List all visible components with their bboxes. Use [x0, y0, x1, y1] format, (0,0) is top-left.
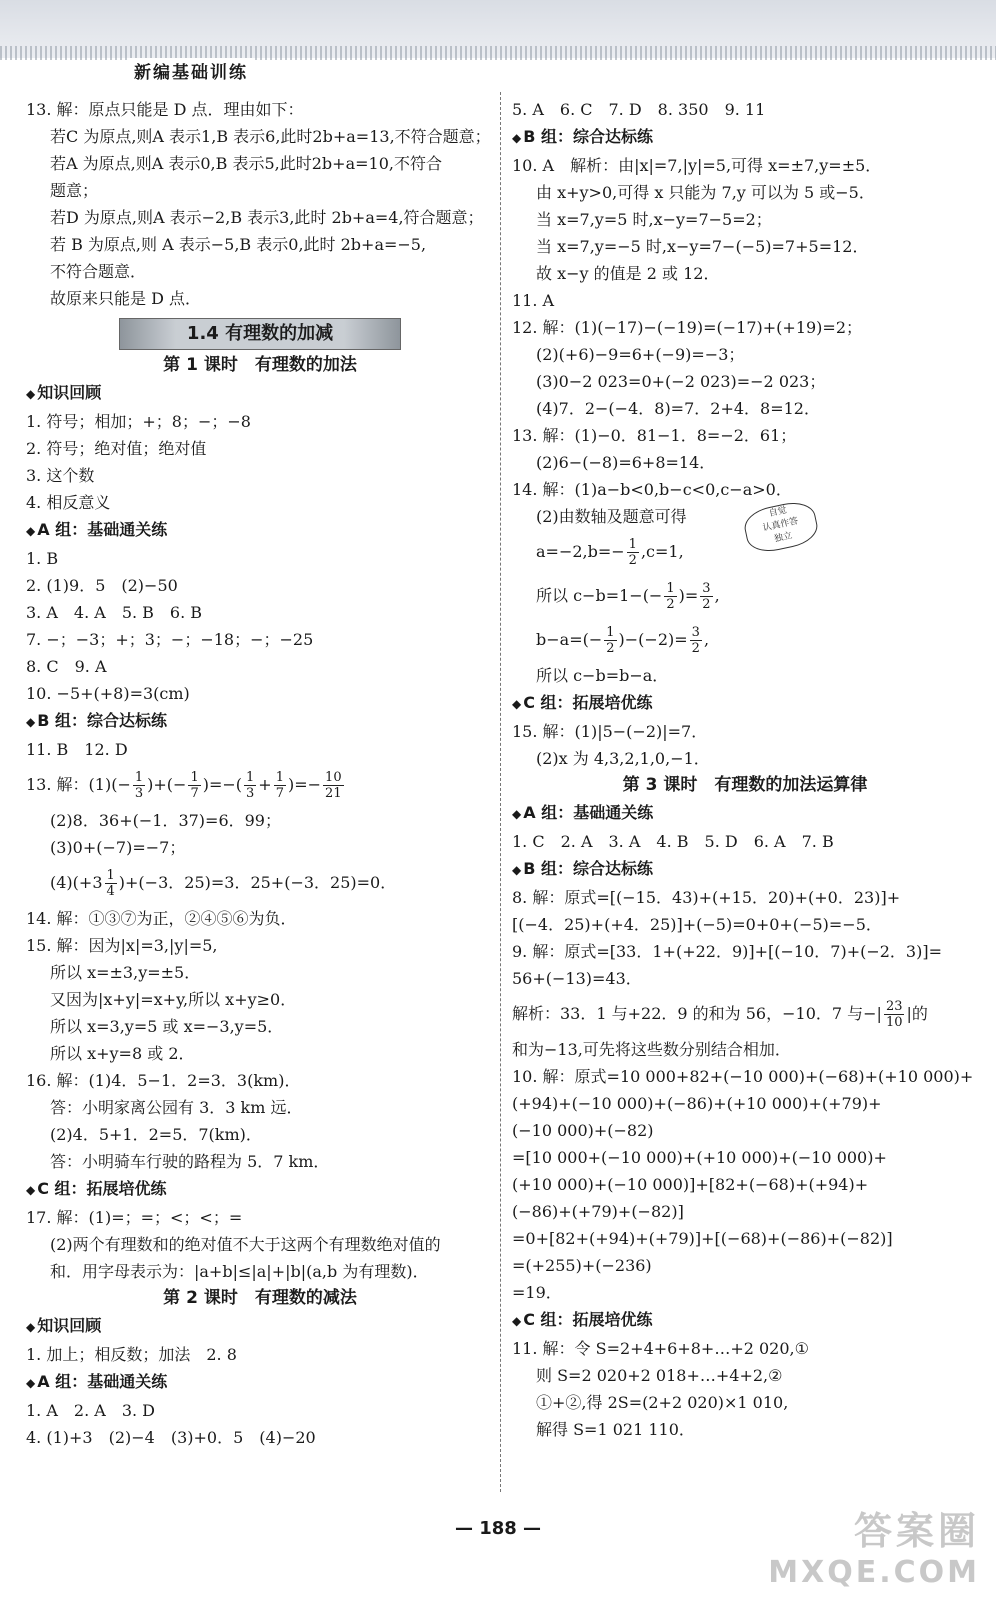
section-heading: ◆ C 组：拓展培优练 — [512, 1306, 978, 1335]
page-number: — 188 — — [454, 1518, 542, 1539]
ink-stamp: 自觉 认真作答 独立 — [741, 498, 821, 556]
q13-block: 13. 解：原点只能是 D 点．理由如下： 若C 为原点,则A 表示1,B 表示6,此时2b+a=13,不符合题意； 若A 为原点,则A 表示0,B 表示5,此时2b+a=10,不符合 题意； 若D 为原点,则A 表示−2,B 表示3,此时 2b+a=4,符合题意； 若 B 为原点,则 A 表示−5,B 表示0,此时 2b+a=−5, 不符合题意． 故原来只能是 D 点． — [26, 100, 491, 308]
section-heading: ◆ C 组：拓展培优练 — [512, 689, 978, 718]
section-heading: ◆ C 组：拓展培优练 — [26, 1175, 494, 1204]
section-heading: ◆ 知识回顾 — [26, 379, 494, 408]
q14-line1: a=−2,b=− $\frac{1}{2}$ ,c=1, — [536, 537, 684, 568]
lesson-title: 第 3 课时 有理数的加法运算律 — [622, 775, 868, 795]
section-heading: ◆ B 组：综合达标练 — [26, 707, 494, 736]
section-heading: ◆ B 组：综合达标练 — [512, 855, 978, 884]
left-column: 13. 解：原点只能是 D 点．理由如下： 若C 为原点,则A 表示1,B 表示6,此时2b+a=13,不符合题意； 若A 为原点,则A 表示0,B 表示5,此时2b+a=10,不符合 题意； 若D 为原点,则A 表示−2,B 表示3,此时 2b+a=4,符合题意； 若 B 为原点,则 A 表示−5,B 表示0,此时 2b+a=−5, 不符合题意． 故原来只能是 D 点． 1.4 有理数的加减 第 1 课时 有理数的加法 ◆ 知识回顾 1. 符号；相加；+；8；−；−8 2. 符号；绝对值；绝对值 3. 这个数 4. 相反意义 ◆ A 组：基础通关练 1. B 2. (1)9．5 (2)−50 3. A 4. A 5. B 6. B 7. −；−3；+；3；−；−18；−；−25 8. C 9. A 10. −5+(+8)=3(cm) ◆ B 组：综合达标练 11. B 12. D 13. 解：(1)(− $\frac{1}{3}$ )+(− $\frac{1}{7}$ )=−( $\frac{1}{3}$ + $\frac{1}{7}$ )=− $\frac{10}{21}$ (2)8．36+(−1．37)=6．99； (3)0+(−7)=−7； (4)(+3 $\frac{1}{4}$ )+(−3．25)=3．25+(−3．25)=0． 14. 解：①③⑦为正，②④⑤⑥为负． 15. 解：因为|x|=3,|y|=5, 所以 x=±3,y=±5． 又因为|x+y|=x+y,所以 x+y≥0． 所以 x=3,y=5 或 x=−3,y=5． 所以 x+y=8 或 2． 16. 解：(1)4．5−1．2=3．3(km)． 答：小明家离公园有 3．3 km 远． (2)4．5+1．2=5．7(km)． 答：小明骑车行驶的路程为 5．7 km． ◆ C 组：拓展培优练 17. 解：(1)=；=；<；<；= (2)两个有理数和的绝对值不大于这两个有理数绝对值的 和．用字母表示为：|a+b|≤|a|+|b|(a,b 为有理数)． 第 2 课时 有理数的减法 ◆ 知识回顾 1. 加上；相反数；加法 2. 8 ◆ A 组：基础通关练 1. A 2. A 3. D 4. (1)+3 (2)−4 (3)+0．5 (4)−20 — [26, 96, 494, 1451]
lesson-title: 第 1 课时 有理数的加法 — [163, 355, 357, 375]
lesson-title: 第 2 课时 有理数的减法 — [163, 1288, 357, 1308]
brand-title: 新编基础训练 — [128, 58, 254, 83]
q14-line2: 所以 c−b=1−(− $\frac{1}{2}$ )= $\frac{3}{2}$ , — [536, 581, 720, 612]
header-band — [0, 0, 996, 58]
watermark: 答案圈 MXQE.COM — [768, 1509, 980, 1590]
right-column: 5. A 6. C 7. D 8. 350 9. 11 ◆ B 组：综合达标练 10. A 解析：由|x|=7,|y|=5,可得 x=±7,y=±5． 由 x+y>0,可得 x 只能为 7,y 可以为 5 或−5． 当 x=7,y=5 时,x−y=7−5=2； 当 x=7,y=−5 时,x−y=7−(−5)=7+5=12． 故 x−y 的值是 2 或 12． 11. A 12. 解：(1)(−17)−(−19)=(−17)+(+19)=2； (2)(+6)−9=6+(−9)=−3； (3)0−2 023=0+(−2 023)=−2 023； (4)7．2−(−4．8)=7．2+4．8=12． 13. 解：(1)−0．81−1．8=−2．61； (2)6−(−8)=6+8=14． 14. 解：(1)a−b<0,b−c<0,c−a>0． (2)由数轴及题意可得 a=−2,b=− $\frac{1}{2}$ ,c=1, 所以 c−b=1−(− $\frac{1}{2}$ )= $\frac{3}{2}$ , b−a=(− $\frac{1}{2}$ )−(−2)= $\frac{3}{2}$ , 所以 c−b=b−a． ◆ C 组：拓展培优练 15. 解：(1)|5−(−2)|=7． (2)x 为 4,3,2,1,0,−1． 第 3 课时 有理数的加法运算律 ◆ A 组：基础通关练 1. C 2. A 3. A 4. B 5. D 6. A 7. B ◆ B 组：综合达标练 8. 解：原式=[(−15．43)+(+15．20)+(+0．23)]+ [(−4．25)+(+4．25)]+(−5)=0+0+(−5)=−5． 9. 解：原式=[33．1+(+22．9)]+[(−10．7)+(−2．3)]= 56+(−13)=43． 解析：33．1 与+22．9 的和为 56，−10．7 与−| $\frac{23}{10}$ |的 和为−13,可先将这些数分别结合相加． 10. 解：原式=10 000+82+(−10 000)+(−68)+(+10 000)+ (+94)+(−10 000)+(−86)+(+10 000)+(+79)+ (−10 000)+(−82) =[10 000+(−10 000)+(+10 000)+(−10 000)+ (+10 000)+(−10 000)]+[82+(−68)+(+94)+ (−86)+(+79)+(−82)] =0+[82+(+94)+(+79)]+[(−68)+(−86)+(−82)] =(+255)+(−236) =19． ◆ C 组：拓展培优练 11. 解：令 S=2+4+6+8+…+2 020,① 则 S=2 020+2 018+…+4+2,② ①+②,得 2S=(2+2 020)×1 010, 解得 S=1 021 110． — [512, 96, 978, 1443]
section-heading: ◆ B 组：综合达标练 — [512, 123, 978, 152]
section-heading: ◆ A 组：基础通关练 — [26, 516, 494, 545]
section-banner: 1.4 有理数的加减 — [119, 318, 401, 350]
section-heading: ◆ 知识回顾 — [26, 1312, 494, 1341]
q13b-line4: (4)(+3 $\frac{1}{4}$ )+(−3．25)=3．25+(−3．25)=0． — [50, 868, 397, 899]
column-divider — [500, 92, 501, 1492]
q9-analysis: 解析：33．1 与+22．9 的和为 56，−10．7 与−| $\frac{23}{10}$ |的 — [512, 999, 928, 1030]
q14-line3: b−a=(− $\frac{1}{2}$ )−(−2)= $\frac{3}{2}$ , — [536, 625, 710, 656]
q13b-line1: 13. 解：(1)(− $\frac{1}{3}$ )+(− $\frac{1}{7}$ )=−( $\frac{1}{3}$ + $\frac{1}{7}$ )=− $\frac{10}{21}$ — [26, 770, 342, 801]
section-heading: ◆ A 组：基础通关练 — [26, 1368, 494, 1397]
section-heading: ◆ A 组：基础通关练 — [512, 799, 978, 828]
